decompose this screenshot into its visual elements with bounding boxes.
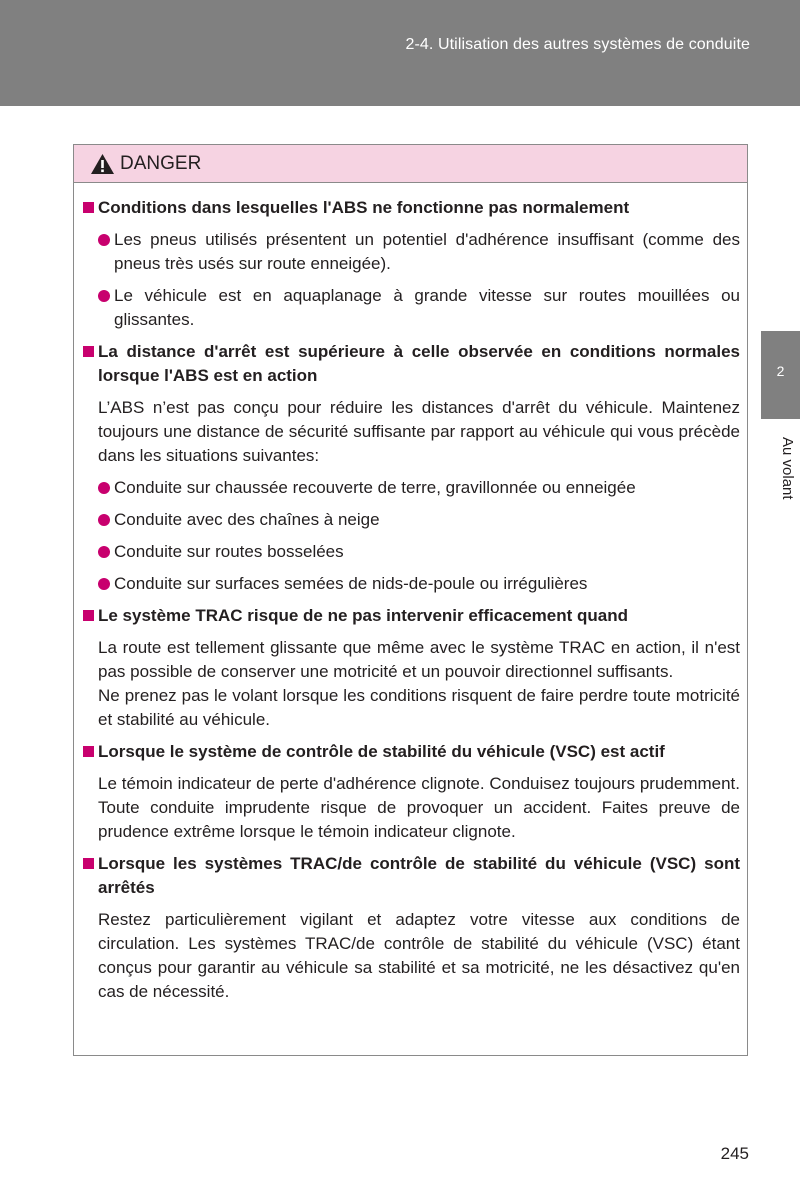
square-bullet-icon	[83, 346, 94, 357]
section-heading: Le système TRAC risque de ne pas intervenir efficacement quand	[81, 604, 740, 628]
round-bullet-icon	[98, 578, 110, 590]
section-heading: Conditions dans lesquelles l'ABS ne fonctionne pas normalement	[81, 196, 740, 220]
list-item: Conduite sur surfaces semées de nids-de-poule ou irrégulières	[81, 572, 740, 596]
chapter-number: 2	[776, 363, 785, 379]
paragraph: L’ABS n’est pas conçu pour réduire les distances d'arrêt du véhicule. Maintenez toujours une distance de sécurité suffisante par rapport au véhicule qui vous précède dans les situations suivantes:	[98, 398, 740, 465]
chapter-tab	[761, 331, 800, 419]
section-heading: Lorsque le système de contrôle de stabilité du véhicule (VSC) est actif	[81, 740, 740, 764]
warning-triangle-icon	[90, 153, 115, 175]
section-heading: La distance d'arrêt est supérieure à celle observée en conditions normales lorsque l'ABS est en action	[81, 340, 740, 388]
list-item: Conduite avec des chaînes à neige	[81, 508, 740, 532]
list-item: Le véhicule est en aquaplanage à grande vitesse sur routes mouillées ou glissantes.	[81, 284, 740, 332]
page-number: 245	[720, 1144, 749, 1163]
danger-content	[74, 183, 747, 1004]
paragraph: Restez particulièrement vigilant et adaptez votre vitesse aux conditions de circulation. Les systèmes TRAC/de contrôle de stabilité du véhicule (VSC) étant conçus pour garantir au véhicule sa stabilité et sa motricité, ne les désactivez qu'en cas de nécessité.	[98, 910, 740, 1001]
square-bullet-icon	[83, 746, 94, 757]
danger-box	[73, 144, 748, 1056]
square-bullet-icon	[83, 202, 94, 213]
round-bullet-icon	[98, 290, 110, 302]
square-bullet-icon	[83, 858, 94, 869]
section-title: 2-4. Utilisation des autres systèmes de conduite	[405, 36, 750, 53]
round-bullet-icon	[98, 546, 110, 558]
square-bullet-icon	[83, 610, 94, 621]
round-bullet-icon	[98, 482, 110, 494]
list-item: Conduite sur routes bosselées	[81, 540, 740, 564]
page-header	[0, 0, 800, 106]
paragraph: Le témoin indicateur de perte d'adhérence clignote. Conduisez toujours prudemment. Toute conduite imprudente risque de provoquer un accident. Faites preuve de prudence extrême lorsque le témoin indicateur clignote.	[98, 774, 740, 841]
danger-title: DANGER	[120, 152, 202, 174]
chapter-label: Au volant	[779, 436, 796, 500]
danger-header	[74, 145, 747, 183]
list-item: Conduite sur chaussée recouverte de terre, gravillonnée ou enneigée	[81, 476, 740, 500]
list-item: Les pneus utilisés présentent un potentiel d'adhérence insuffisant (comme des pneus très usés sur route enneigée).	[81, 228, 740, 276]
round-bullet-icon	[98, 234, 110, 246]
round-bullet-icon	[98, 514, 110, 526]
paragraph: La route est tellement glissante que même avec le système TRAC en action, il n'est pas possible de conserver une motricité et un pouvoir directionnel suffisants. Ne prenez pas le volant lorsque les conditions risquent de faire perdre toute motricité et stabilité au véhicule.	[98, 638, 740, 729]
section-heading: Lorsque les systèmes TRAC/de contrôle de stabilité du véhicule (VSC) sont arrêtés	[81, 852, 740, 900]
